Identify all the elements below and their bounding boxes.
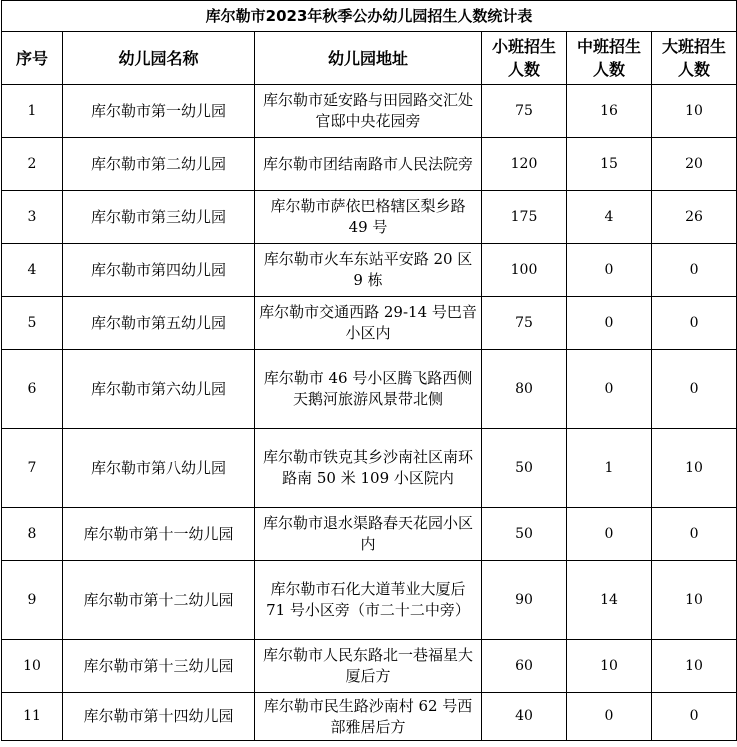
cell-address: 库尔勒市萨依巴格辖区梨乡路 49 号: [255, 191, 482, 244]
cell-middle: 10: [567, 640, 652, 693]
cell-small: 175: [482, 191, 567, 244]
cell-small: 120: [482, 138, 567, 191]
cell-small: 60: [482, 640, 567, 693]
cell-small: 50: [482, 508, 567, 561]
enrollment-table: [1, 0, 737, 741]
cell-small: 75: [482, 85, 567, 138]
cell-large: 0: [652, 508, 737, 561]
header-small-class: 小班招生人数: [482, 32, 567, 85]
cell-address: 库尔勒市铁克其乡沙南社区南环路南 50 米 109 小区院内: [255, 429, 482, 508]
cell-middle: 1: [567, 429, 652, 508]
cell-name: 库尔勒市第八幼儿园: [63, 429, 255, 508]
cell-name: 库尔勒市第十四幼儿园: [63, 693, 255, 741]
cell-middle: 14: [567, 561, 652, 640]
cell-index: 8: [2, 508, 63, 561]
cell-name: 库尔勒市第一幼儿园: [63, 85, 255, 138]
cell-index: 10: [2, 640, 63, 693]
table-row: [2, 244, 737, 297]
table-row: [2, 561, 737, 640]
cell-index: 1: [2, 85, 63, 138]
cell-index: 7: [2, 429, 63, 508]
table-row: [2, 350, 737, 429]
cell-index: 6: [2, 350, 63, 429]
cell-small: 100: [482, 244, 567, 297]
table-row: [2, 429, 737, 508]
cell-middle: 0: [567, 508, 652, 561]
cell-name: 库尔勒市第四幼儿园: [63, 244, 255, 297]
cell-name: 库尔勒市第十三幼儿园: [63, 640, 255, 693]
cell-large: 0: [652, 297, 737, 350]
cell-address: 库尔勒市交通西路 29-14 号巴音小区内: [255, 297, 482, 350]
cell-address: 库尔勒市退水渠路春天花园小区内: [255, 508, 482, 561]
cell-large: 26: [652, 191, 737, 244]
cell-name: 库尔勒市第二幼儿园: [63, 138, 255, 191]
cell-name: 库尔勒市第十一幼儿园: [63, 508, 255, 561]
cell-address: 库尔勒市 46 号小区腾飞路西侧天鹅河旅游风景带北侧: [255, 350, 482, 429]
cell-large: 10: [652, 561, 737, 640]
table-row: [2, 640, 737, 693]
cell-index: 2: [2, 138, 63, 191]
cell-address: 库尔勒市火车东站平安路 20 区 9 栋: [255, 244, 482, 297]
cell-middle: 4: [567, 191, 652, 244]
table-row: [2, 138, 737, 191]
cell-address: 库尔勒市民生路沙南村 62 号西部雅居后方: [255, 693, 482, 741]
cell-index: 3: [2, 191, 63, 244]
cell-large: 0: [652, 693, 737, 741]
cell-index: 5: [2, 297, 63, 350]
cell-name: 库尔勒市第五幼儿园: [63, 297, 255, 350]
cell-middle: 15: [567, 138, 652, 191]
header-middle-class: 中班招生人数: [567, 32, 652, 85]
cell-index: 9: [2, 561, 63, 640]
cell-large: 10: [652, 429, 737, 508]
header-address: 幼儿园地址: [255, 32, 482, 85]
table-title: 库尔勒市2023年秋季公办幼儿园招生人数统计表: [2, 1, 737, 32]
cell-small: 80: [482, 350, 567, 429]
cell-address: 库尔勒市团结南路市人民法院旁: [255, 138, 482, 191]
header-name: 幼儿园名称: [63, 32, 255, 85]
cell-address: 库尔勒市人民东路北一巷福星大厦后方: [255, 640, 482, 693]
table-row: [2, 693, 737, 741]
cell-name: 库尔勒市第十二幼儿园: [63, 561, 255, 640]
header-large-class: 大班招生人数: [652, 32, 737, 85]
cell-index: 11: [2, 693, 63, 741]
cell-middle: 0: [567, 350, 652, 429]
cell-large: 0: [652, 244, 737, 297]
cell-middle: 0: [567, 297, 652, 350]
cell-small: 40: [482, 693, 567, 741]
header-index: 序号: [2, 32, 63, 85]
header-row: [2, 32, 737, 85]
table-row: [2, 85, 737, 138]
cell-large: 10: [652, 640, 737, 693]
cell-address: 库尔勒市延安路与田园路交汇处官邸中央花园旁: [255, 85, 482, 138]
cell-middle: 0: [567, 244, 652, 297]
cell-small: 90: [482, 561, 567, 640]
cell-small: 75: [482, 297, 567, 350]
cell-name: 库尔勒市第六幼儿园: [63, 350, 255, 429]
cell-large: 20: [652, 138, 737, 191]
cell-small: 50: [482, 429, 567, 508]
table-row: [2, 191, 737, 244]
cell-name: 库尔勒市第三幼儿园: [63, 191, 255, 244]
cell-index: 4: [2, 244, 63, 297]
cell-address: 库尔勒市石化大道苇业大厦后 71 号小区旁（市二十二中旁）: [255, 561, 482, 640]
cell-middle: 16: [567, 85, 652, 138]
cell-large: 10: [652, 85, 737, 138]
cell-middle: 0: [567, 693, 652, 741]
cell-large: 0: [652, 350, 737, 429]
table-row: [2, 297, 737, 350]
table-row: [2, 508, 737, 561]
